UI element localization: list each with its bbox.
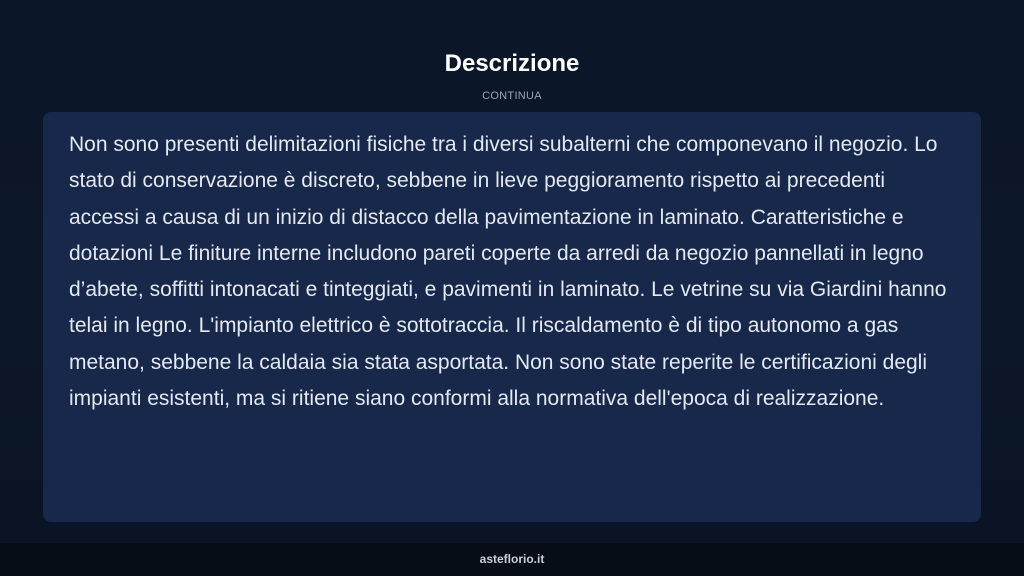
description-card: [43, 112, 981, 522]
footer-bar: [0, 543, 1024, 576]
page-title: Descrizione: [444, 50, 580, 77]
description-text: Non sono presenti delimitazioni fisiche tra i diversi subalterni che componevano il negozio. Lo stato di conservazione è discreto, sebbene in lieve peggioramento rispetto ai precedenti accessi a causa di un inizio di distacco della pavimentazione in laminato. Caratteristiche e dotazioni Le finiture interne includono pareti coperte da arredi da negozio pannellati in legno d’abete, soffitti intonacati e tinteggiati, e pavimenti in laminato. Le vetrine su via Giardini hanno telai in legno. L'impianto elettrico è sottotraccia. Il riscaldamento è di tipo autonomo a gas metano, sebbene la caldaia sia stata asportata. Non sono state reperite le certificazioni degli impianti esistenti, ma si ritiene siano conformi alla normativa dell'epoca di realizzazione.: [69, 133, 947, 411]
footer-brand: asteflorio.it: [479, 552, 545, 566]
continued-label: CONTINUA: [482, 90, 542, 102]
